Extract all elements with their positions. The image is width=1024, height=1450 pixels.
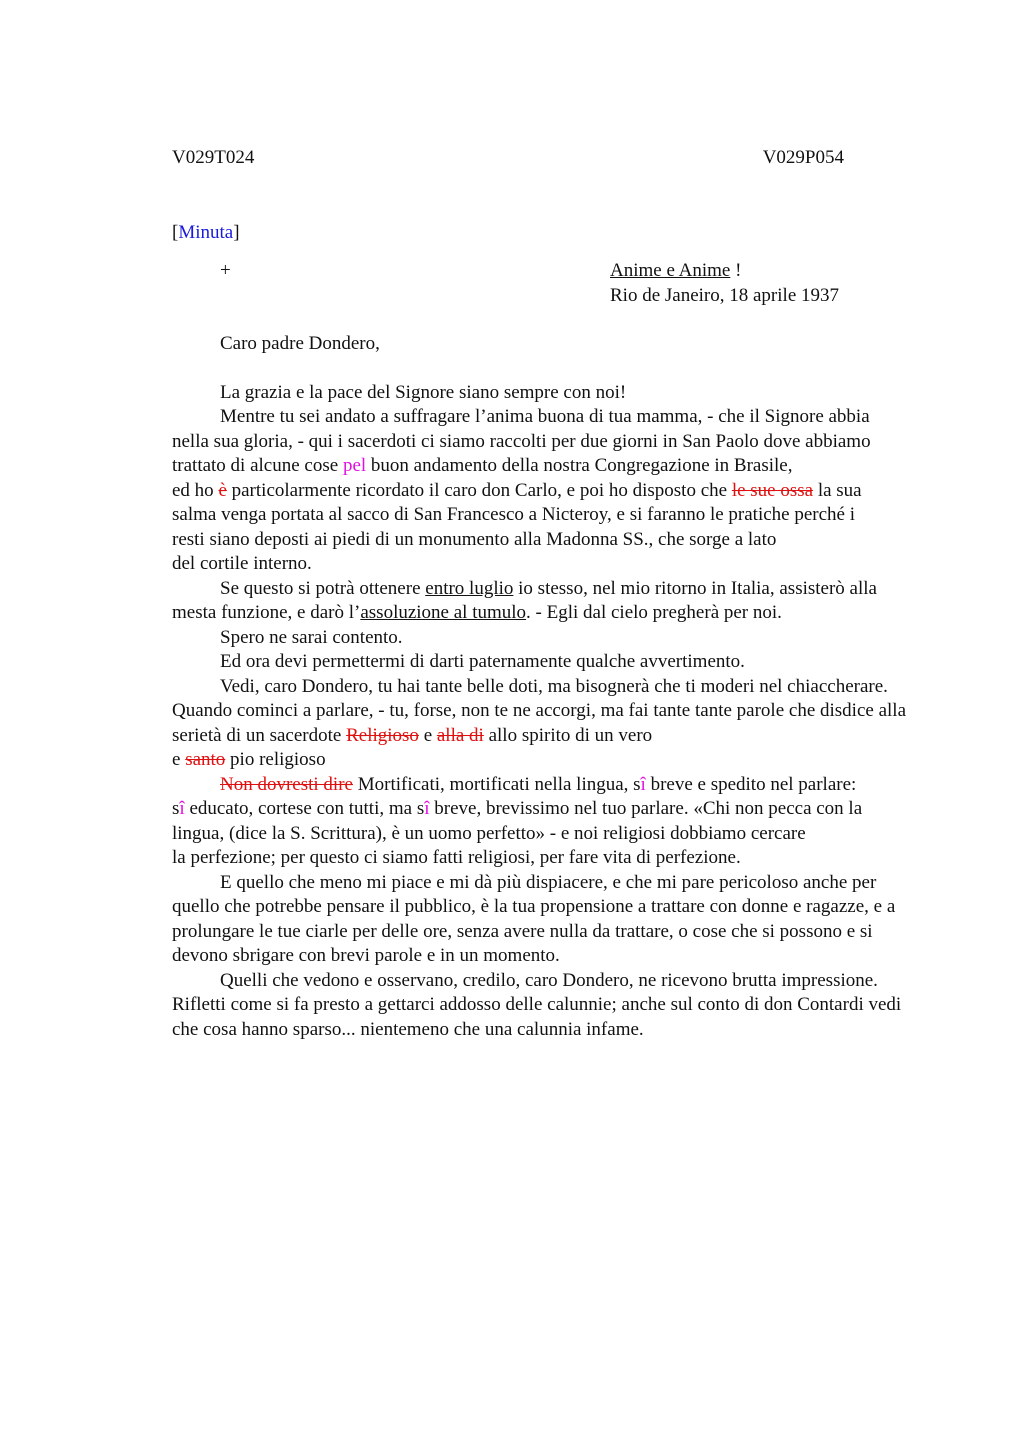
inserted-char: î xyxy=(179,798,185,819)
paragraph: Vedi, caro Dondero, tu hai tante belle doti, ma bisognerà che ti moderi nel chiaccherare. Quando cominci a parlare, - tu, forse, non te ne accorgi, ma fai tante tante parole che disdice alla serietà di un sacerdote Religioso e alla di allo spirito di un vero xyxy=(172,675,906,746)
left-code: V029T024 xyxy=(172,147,255,168)
underlined-text: assoluzione al tumulo xyxy=(360,602,527,623)
letter-heading xyxy=(172,259,907,307)
place-date: Rio de Janeiro, 18 aprile 1937 xyxy=(610,284,840,306)
paragraph: Spero ne sarai contento. xyxy=(220,626,403,648)
paragraph: resti siano deposti ai piedi di un monumento alla Madonna SS., che sorge a lato xyxy=(172,528,777,550)
inserted-word: pel xyxy=(342,455,367,476)
paragraph: ed ho è particolarmente ricordato il caro don Carlo, e poi ho disposto che le sue ossa la sua salma venga portata al sacco di San Francesco a Nicteroy, e si faranno le pratiche perché i xyxy=(172,479,862,525)
paragraph: Non dovresti dire Mortificati, mortificati nella lingua, sî breve e spedito nel parlare: xyxy=(220,773,857,795)
minuta-word: Minuta xyxy=(178,222,234,243)
struck-text: santo xyxy=(185,749,226,770)
paragraph: Mentre tu sei andato a suffragare l’anima buona di tua mamma, - che il Signore abbia nella sua gloria, - qui i sacerdoti ci siamo raccolti per due giorni in San Paolo dove abbiamo trattato di alcune cose pel buon andamento della nostra Congregazione in Brasile, xyxy=(172,406,871,476)
inserted-char: î xyxy=(640,773,646,795)
paragraph: sî educato, cortese con tutti, ma sî breve, brevissimo nel tuo parlare. «Chi non pecca con la lingua, (dice la S. Scrittura), è un uomo perfetto» - e noi religiosi dobbiamo cercare xyxy=(172,798,863,844)
struck-text: alla di xyxy=(436,724,484,746)
document-header xyxy=(172,146,844,170)
heading-right xyxy=(610,259,839,308)
minuta-label: [Minuta] xyxy=(172,222,240,243)
paragraph: la perfezione; per questo ci siamo fatti religiosi, per fare vita di perfezione. xyxy=(172,847,741,868)
inserted-char: î xyxy=(424,798,430,819)
struck-text: le sue ossa xyxy=(731,479,814,501)
paragraph: E quello che meno mi piace e mi dà più dispiacere, e che mi pare pericoloso anche per quello che potrebbe pensare il pubblico, è la tua propensione a trattare con donne e ragazze, e a prolungare le tue ciarle per delle ore, senza avere nulla da trattare, o cose che si possono e si devono sbrigare con brevi parole e in un momento. xyxy=(172,871,896,966)
salutation: Caro padre Dondero, xyxy=(220,333,380,354)
paragraph: e santo pio religioso xyxy=(172,749,326,770)
paragraph: Quelli che vedono e osservano, credilo, caro Dondero, ne ricevono brutta impressione. Rifletti come si fa presto a gettarci addosso delle calunnie; anche sul conto di don Contardi vedi che cosa hanno sparso... nientemeno che una calunnia infame. xyxy=(172,969,902,1040)
struck-text: Non dovresti dire xyxy=(220,773,353,795)
struck-text: Religioso xyxy=(346,724,419,746)
letter-body xyxy=(172,381,907,1043)
paragraph: Se questo si potrà ottenere entro luglio io stesso, nel mio ritorno in Italia, assisterò alla mesta funzione, e darò l’assoluzione al tumulo. - Egli dal cielo pregherà per noi. xyxy=(172,577,877,623)
paragraph: del cortile interno. xyxy=(172,553,312,574)
cross-sign: + xyxy=(220,260,231,281)
paragraph: La grazia e la pace del Signore siano sempre con noi! xyxy=(220,381,627,403)
letter-page xyxy=(172,146,907,1042)
struck-text: è xyxy=(218,479,227,501)
letter-title: Anime e Anime ! xyxy=(610,260,742,281)
right-code: V029P054 xyxy=(762,147,844,168)
underlined-text: entro luglio xyxy=(425,577,514,599)
paragraph: Ed ora devi permettermi di darti paternamente qualche avvertimento. xyxy=(220,651,745,672)
